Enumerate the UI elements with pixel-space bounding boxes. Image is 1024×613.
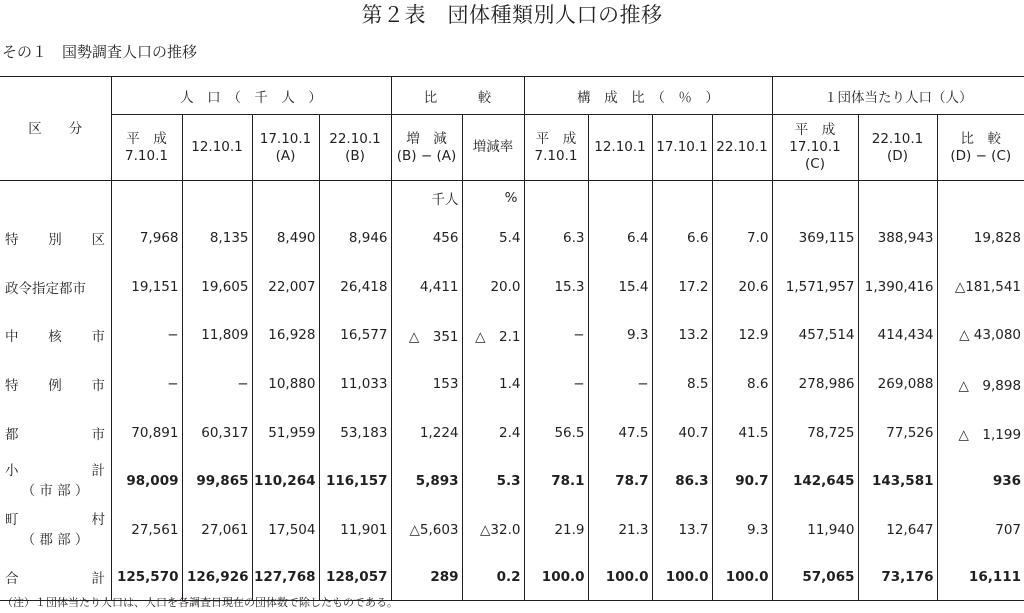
row-label-char: 計 [91, 463, 105, 480]
table-cell: − [524, 311, 588, 360]
row-label-text [5, 277, 105, 297]
table-cell: 47.5 [588, 408, 652, 457]
table-cell: 11,940 [772, 506, 858, 555]
row-label-char: 都 [5, 426, 19, 443]
table-cell: 8,946 [319, 214, 391, 263]
table-row [0, 360, 1024, 409]
row-label-char: 政令指定都市 [5, 280, 86, 297]
header-group-per-entity: １団体当たり人口（人） [772, 77, 1024, 115]
table-cell: 53,183 [319, 408, 391, 457]
table-cell: 936 [937, 457, 1024, 506]
col-header-8 [588, 115, 652, 181]
table-cell: 153 [391, 360, 462, 409]
table-cell: 12,647 [858, 506, 937, 555]
table-cell: 100.0 [588, 554, 652, 601]
table-cell: 10,880 [252, 360, 319, 409]
table-cell: 100.0 [524, 554, 588, 601]
table-cell: △ 43,080 [937, 311, 1024, 360]
table-cell: 456 [391, 214, 462, 263]
row-label [0, 311, 111, 360]
table-cell: − [111, 311, 182, 360]
table-cell: 16,928 [252, 311, 319, 360]
table-cell: 6.6 [652, 214, 712, 263]
table-cell: 56.5 [524, 408, 588, 457]
table-cell: 21.9 [524, 506, 588, 555]
col-header-line: 22.10.1 [716, 139, 768, 155]
table-cell: 27,061 [182, 506, 252, 555]
row-label-sub: （ 市 部 ） [21, 483, 89, 500]
col-header-line: (B) [345, 147, 365, 164]
row-label-char: 特 [5, 232, 19, 249]
table-cell: 142,645 [772, 457, 858, 506]
table-cell: 78,725 [772, 408, 858, 457]
table-row [0, 554, 1024, 601]
col-header-line: (C) [805, 156, 825, 172]
col-header-6 [462, 115, 524, 181]
row-label-char: 小 [5, 463, 19, 480]
row-label-char: 町 [5, 511, 19, 528]
col-header-line: 17.10.1 [656, 139, 708, 155]
table-cell: 8.5 [652, 360, 712, 409]
header-group-compare: 比 較 [391, 77, 524, 115]
table-cell: 6.4 [588, 214, 652, 263]
table-cell: 7.0 [712, 214, 772, 263]
table-cell: 17.2 [652, 263, 712, 312]
col-header-4 [319, 115, 391, 181]
row-label-char: 区 [91, 232, 105, 249]
col-header-line: 22.10.1 [329, 130, 381, 147]
table-row [0, 311, 1024, 360]
row-label-text [5, 325, 105, 345]
table-cell: 100.0 [712, 554, 772, 601]
row-label-sub: （ 郡 部 ） [21, 531, 89, 548]
table-cell: 26,418 [319, 263, 391, 312]
population-table [0, 76, 1024, 601]
col-header-5 [391, 115, 462, 181]
table-cell: 5.4 [462, 214, 524, 263]
col-header-11 [772, 115, 858, 181]
table-cell: 41.5 [712, 408, 772, 457]
table-cell: 4,411 [391, 263, 462, 312]
col-header-line: 比 較 [960, 130, 1002, 147]
table-cell: 126,926 [182, 554, 252, 601]
table-cell: 707 [937, 506, 1024, 555]
table-row [0, 263, 1024, 312]
col-header-line: (D) − (C) [950, 147, 1012, 164]
table-cell: 77,526 [858, 408, 937, 457]
col-header-line: 増減率 [472, 139, 514, 155]
table-cell: 11,033 [319, 360, 391, 409]
table-cell: 388,943 [858, 214, 937, 263]
col-header-2 [182, 115, 252, 181]
row-label-char: 市 [91, 378, 105, 395]
col-header-line: 17.10.1 [259, 130, 312, 147]
col-header-line: (A) [275, 147, 296, 164]
table-cell: 86.3 [652, 457, 712, 506]
table-cell: 57,065 [772, 554, 858, 601]
table-cell: 7,968 [111, 214, 182, 263]
col-header-line: 12.10.1 [191, 139, 243, 155]
table-cell: 457,514 [772, 311, 858, 360]
table-cell: 16,111 [937, 554, 1024, 601]
row-label-text [5, 228, 105, 248]
table-cell: 20.6 [712, 263, 772, 312]
col-header-line: 7.10.1 [125, 147, 168, 164]
table-cell: 40.7 [652, 408, 712, 457]
col-header-line: (B) − (A) [396, 147, 457, 164]
col-header-10 [712, 115, 772, 181]
table-cell: 5,893 [391, 457, 462, 506]
table-cell: 15.4 [588, 263, 652, 312]
table-cell: − [111, 360, 182, 409]
table-cell: 9.3 [588, 311, 652, 360]
col-header-line: 平 成 [794, 122, 836, 138]
table-cell: 143,581 [858, 457, 937, 506]
row-label [0, 263, 111, 312]
row-label [0, 506, 111, 555]
header-kubun: 区 分 [0, 77, 111, 181]
table-cell: 128,057 [319, 554, 391, 601]
table-cell: 19,828 [937, 214, 1024, 263]
row-label-text [5, 510, 105, 530]
row-label-char: 別 [48, 232, 62, 249]
unit-row [0, 181, 1024, 215]
table-cell: 127,768 [252, 554, 319, 601]
row-label-char: 村 [91, 511, 105, 528]
row-label-char: 核 [48, 329, 62, 346]
table-cell: 27,561 [111, 506, 182, 555]
table-row [0, 214, 1024, 263]
row-label-char: 市 [91, 426, 105, 443]
table-cell: 16,577 [319, 311, 391, 360]
table-cell: 73,176 [858, 554, 937, 601]
table-cell: 19,151 [111, 263, 182, 312]
table-cell: △32.0 [462, 506, 524, 555]
table-cell: 70,891 [111, 408, 182, 457]
table-cell: △ 351 [391, 311, 462, 360]
table-cell: 125,570 [111, 554, 182, 601]
table-cell: − [524, 360, 588, 409]
table-cell: 5.3 [462, 457, 524, 506]
row-label-text [5, 374, 105, 394]
table-cell: 19,605 [182, 263, 252, 312]
row-label [0, 408, 111, 457]
table-cell: 6.3 [524, 214, 588, 263]
table-cell: 17,504 [252, 506, 319, 555]
col-header-line: 7.10.1 [534, 147, 578, 164]
row-label [0, 360, 111, 409]
table-cell: − [182, 360, 252, 409]
table-cell: 1.4 [462, 360, 524, 409]
table-cell: △181,541 [937, 263, 1024, 312]
col-header-12 [858, 115, 937, 181]
table-cell: 269,088 [858, 360, 937, 409]
table-cell: △5,603 [391, 506, 462, 555]
header-group-population: 人 口 （ 千 人 ） [111, 77, 391, 115]
table-cell: 13.2 [652, 311, 712, 360]
table-cell: 13.7 [652, 506, 712, 555]
table-cell: 20.0 [462, 263, 524, 312]
row-label-char: 特 [5, 378, 19, 395]
row-label [0, 214, 111, 263]
col-header-line: 12.10.1 [594, 139, 646, 155]
row-label-text [5, 423, 105, 443]
page-subtitle: その１ 国勢調査人口の推移 [2, 43, 198, 61]
table-cell: 90.7 [712, 457, 772, 506]
table-cell: 278,986 [772, 360, 858, 409]
col-header-line: 22.10.1 [871, 130, 924, 147]
col-header-3 [252, 115, 319, 181]
table-cell: 1,571,957 [772, 263, 858, 312]
table-cell: △ 1,199 [937, 408, 1024, 457]
table-cell: 414,434 [858, 311, 937, 360]
table-cell: △ 9,898 [937, 360, 1024, 409]
row-label-char: 合 [5, 571, 19, 588]
row-label-char: 例 [48, 378, 62, 395]
table-cell: 51,959 [252, 408, 319, 457]
unit-thousand: 千人 [391, 181, 462, 215]
table-cell: 110,264 [252, 457, 319, 506]
table-cell: 11,809 [182, 311, 252, 360]
table-cell: 0.2 [462, 554, 524, 601]
table-cell: 8.6 [712, 360, 772, 409]
header-group-ratio: 構 成 比 （ ％ ） [524, 77, 772, 115]
table-cell: 1,224 [391, 408, 462, 457]
footnote: （注）１団体当たり人口は、人口を各調査日現在の団体数で除したものである。 [2, 596, 398, 609]
table-cell: 98,009 [111, 457, 182, 506]
table-cell: 22,007 [252, 263, 319, 312]
table-cell: 12.9 [712, 311, 772, 360]
page-title: 第２表 団体種類別人口の推移 [361, 3, 663, 27]
col-header-line: 17.10.1 [789, 139, 841, 155]
row-label-char: 計 [91, 571, 105, 588]
table-cell: 9.3 [712, 506, 772, 555]
row-label-text [5, 461, 105, 481]
table-cell: 2.4 [462, 408, 524, 457]
col-header-1 [111, 115, 182, 181]
table-cell: 78.7 [588, 457, 652, 506]
table-cell: 8,490 [252, 214, 319, 263]
col-header-13 [937, 115, 1024, 181]
table-cell: − [588, 360, 652, 409]
row-label-char: 市 [91, 329, 105, 346]
table-cell: 1,390,416 [858, 263, 937, 312]
unit-percent: % [462, 181, 524, 215]
row-label-text [5, 567, 105, 587]
table-cell: 116,157 [319, 457, 391, 506]
row-label [0, 457, 111, 506]
col-header-line: 平 成 [535, 130, 577, 147]
col-header-line: (D) [887, 147, 908, 164]
col-header-line: 増 減 [406, 130, 447, 147]
table-cell: 369,115 [772, 214, 858, 263]
row-label [0, 554, 111, 601]
row-label-char: 中 [5, 329, 19, 346]
table-cell: 8,135 [182, 214, 252, 263]
table-cell: △ 2.1 [462, 311, 524, 360]
table-row [0, 506, 1024, 555]
col-header-line: 平 成 [126, 130, 167, 147]
table-cell: 100.0 [652, 554, 712, 601]
table-row [0, 457, 1024, 506]
table-row [0, 408, 1024, 457]
table-cell: 11,901 [319, 506, 391, 555]
col-header-9 [652, 115, 712, 181]
col-header-7 [524, 115, 588, 181]
table-cell: 289 [391, 554, 462, 601]
table-cell: 78.1 [524, 457, 588, 506]
table-cell: 21.3 [588, 506, 652, 555]
table-cell: 99,865 [182, 457, 252, 506]
table-cell: 60,317 [182, 408, 252, 457]
table-cell: 15.3 [524, 263, 588, 312]
